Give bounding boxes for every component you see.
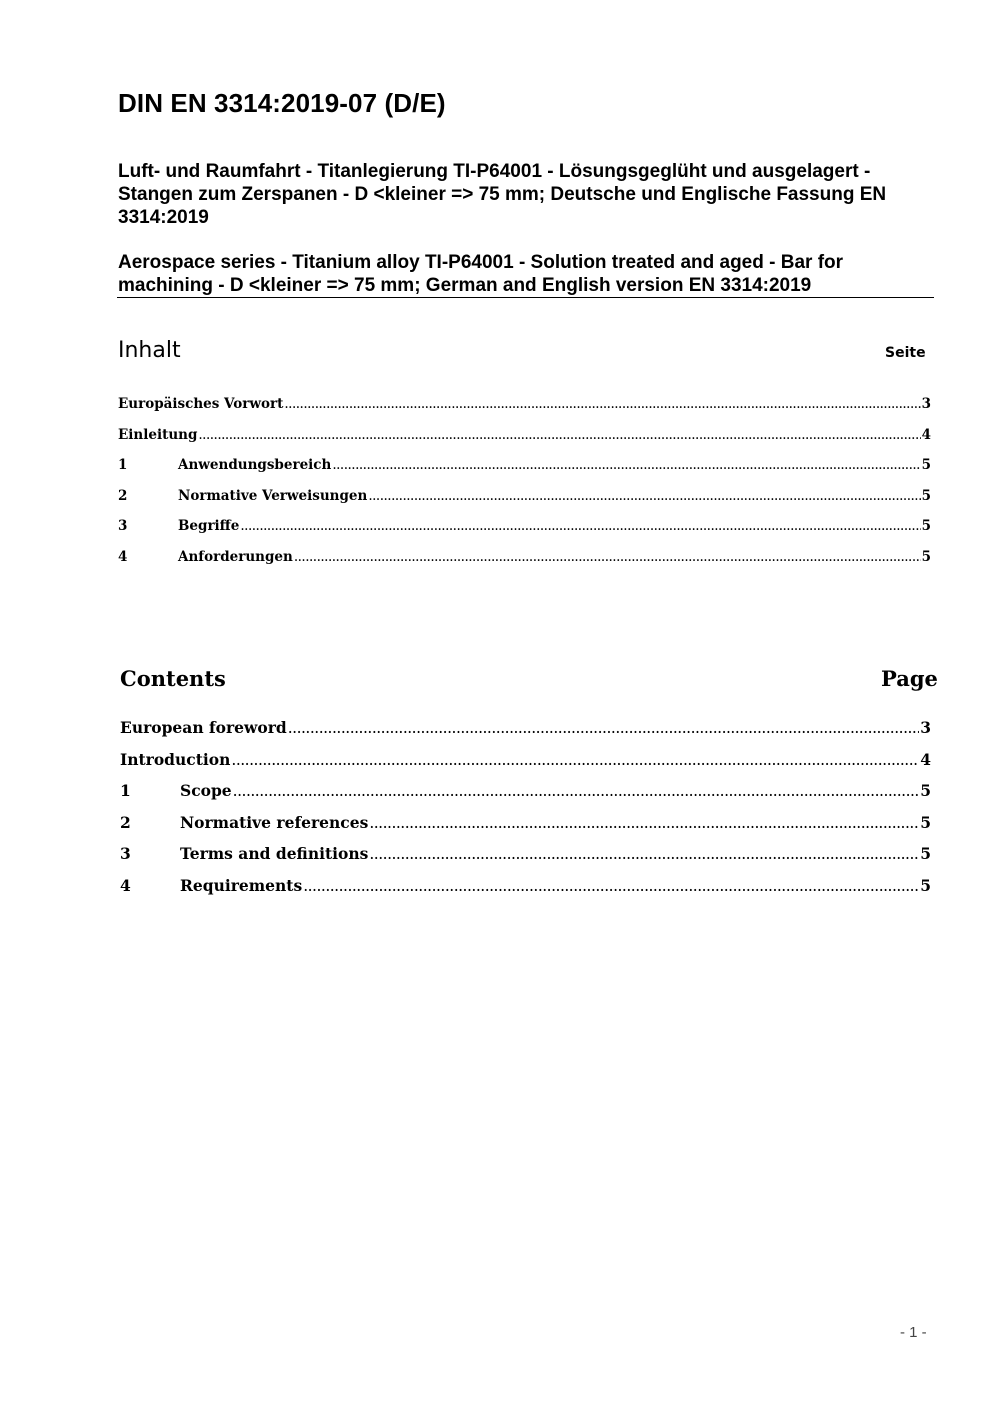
toc-entry[interactable]	[118, 427, 931, 458]
toc-entry-page: 5	[921, 487, 931, 504]
toc-entry[interactable]	[118, 518, 931, 549]
toc-entry-label: European foreword	[120, 718, 287, 737]
toc-heading-german: Inhalt	[118, 338, 181, 363]
toc-entry[interactable]	[120, 844, 931, 876]
toc-entry[interactable]	[120, 718, 931, 750]
toc-entry-label: Scope	[180, 781, 232, 800]
toc-entry[interactable]	[120, 781, 931, 813]
toc-entry-label: Terms and definitions	[180, 844, 369, 863]
toc-entry-label: Einleitung	[118, 426, 198, 443]
toc-leader	[288, 719, 919, 737]
toc-leader	[284, 396, 920, 412]
toc-entry-page: 5	[920, 812, 931, 832]
toc-page-heading-german: Seite	[885, 345, 926, 361]
toc-entry-page: 5	[920, 875, 931, 895]
toc-entry-label: Europäisches Vorwort	[118, 396, 284, 412]
toc-leader	[369, 814, 919, 832]
toc-entry-number: 1	[118, 457, 128, 473]
toc-page-heading-english: Page	[881, 666, 938, 691]
toc-entry-page: 4	[920, 749, 931, 769]
toc-leader	[332, 457, 920, 473]
toc-entry-label: Anwendungsbereich	[178, 457, 332, 473]
toc-heading-english: Contents	[120, 666, 226, 691]
toc-entry-page: 5	[921, 457, 931, 473]
toc-entry-number: 2	[120, 812, 131, 832]
toc-entry[interactable]	[120, 750, 931, 782]
title-german: Luft- und Raumfahrt - Titanlegierung TI-P64001 - Lösungsgeglüht und ausgelagert - Stangen zum Zerspanen - D <kleiner => 75 mm; Deutsche und Englische Fassung EN 3314:2019	[118, 161, 887, 228]
toc-entry-label: Begriffe	[178, 518, 240, 534]
page-number: - 1 -	[900, 1324, 927, 1341]
toc-leader	[369, 845, 919, 863]
toc-list-english	[120, 718, 931, 907]
toc-leader	[294, 549, 921, 565]
toc-entry-page: 5	[920, 844, 931, 863]
toc-entry[interactable]	[120, 813, 931, 845]
toc-entry-page: 3	[921, 396, 931, 412]
toc-entry-label: Anforderungen	[178, 548, 293, 565]
toc-leader	[240, 518, 920, 534]
toc-entry-label: Requirements	[180, 875, 303, 895]
toc-entry[interactable]	[118, 549, 931, 580]
toc-entry[interactable]	[118, 396, 931, 427]
toc-leader	[368, 488, 920, 504]
toc-entry[interactable]	[120, 876, 931, 908]
toc-entry-label: Normative Verweisungen	[178, 487, 368, 504]
toc-entry-label: Introduction	[120, 749, 231, 769]
toc-entry-number: 4	[118, 548, 128, 565]
toc-entry-page: 5	[921, 548, 931, 565]
toc-entry-page: 5	[920, 781, 931, 800]
toc-entry-page: 3	[920, 718, 931, 737]
toc-list-german	[118, 396, 931, 579]
toc-entry-number: 1	[120, 781, 131, 800]
toc-entry-label: Normative references	[180, 812, 369, 832]
toc-entry-page: 4	[921, 426, 931, 443]
toc-leader	[303, 877, 919, 895]
title-rule	[117, 297, 934, 298]
toc-entry-number: 4	[120, 875, 131, 895]
toc-entry[interactable]	[118, 488, 931, 519]
toc-entry-number: 2	[118, 487, 128, 504]
toc-leader	[233, 782, 920, 800]
document-number: DIN EN 3314:2019-07 (D/E)	[118, 88, 446, 118]
toc-entry[interactable]	[118, 457, 931, 488]
toc-entry-number: 3	[118, 518, 128, 534]
toc-entry-page: 5	[921, 518, 931, 534]
toc-leader	[198, 427, 920, 443]
toc-entry-number: 3	[120, 844, 131, 863]
title-english: Aerospace series - Titanium alloy TI-P64001 - Solution treated and aged - Bar for machining - D <kleiner => 75 mm; German and English version EN 3314:2019	[118, 252, 844, 296]
toc-leader	[231, 751, 919, 769]
